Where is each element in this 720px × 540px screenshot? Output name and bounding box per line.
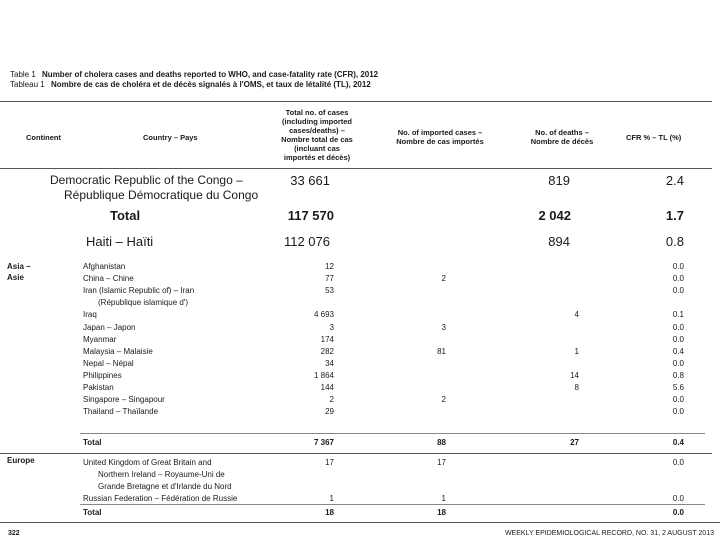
drc-name: Democratic Republic of the Congo – République Démocratique du Congo xyxy=(50,173,259,202)
drc-cfr: 2.4 xyxy=(665,173,684,188)
table-row xyxy=(0,297,720,309)
total-cases-cell: 12 xyxy=(325,262,334,271)
drc-cases: 33 661 xyxy=(290,173,330,188)
cfr-cell: 0.0 xyxy=(672,358,684,368)
total-cases-cell: 34 xyxy=(325,358,334,368)
table-caption-fr xyxy=(10,80,371,89)
cfr-cell: 0.1 xyxy=(672,310,684,320)
caption-label-fr: Tableau 1 xyxy=(10,80,45,89)
total-cases-cell: 174 xyxy=(320,334,334,344)
europe-total-label: Total xyxy=(83,508,102,517)
imported-cases-cell: 1 xyxy=(441,494,446,503)
total-cases-cell: 53 xyxy=(325,286,334,296)
deaths-cell: 4 xyxy=(574,310,579,320)
europe-total-rule xyxy=(80,504,705,505)
table-row xyxy=(0,394,720,406)
table-row xyxy=(0,358,720,370)
asia-total-label: Total xyxy=(83,438,102,447)
table-row xyxy=(0,285,720,297)
imported-cases-cell: 3 xyxy=(441,322,446,332)
header-continent: Continent xyxy=(26,133,61,142)
cfr-cell: 0.8 xyxy=(672,370,684,380)
total-cases-cell: 2 xyxy=(329,395,334,405)
grand-total-cases: 117 570 xyxy=(287,208,334,223)
cfr-cell: 0.0 xyxy=(672,322,684,332)
country-cell: Northern Ireland – Royaume-Uni de xyxy=(98,470,225,479)
grand-total-cfr: 1.7 xyxy=(665,208,684,223)
cfr-cell: 0.0 xyxy=(672,274,684,284)
imported-cases-cell: 17 xyxy=(437,458,446,467)
table-row xyxy=(0,481,720,493)
table-row xyxy=(0,322,720,334)
cfr-cell: 0.0 xyxy=(672,458,684,467)
header-rule xyxy=(0,168,712,169)
country-cell: Philippines xyxy=(83,370,122,380)
header-country: Country – Pays xyxy=(143,133,198,142)
caption-title-en: Number of cholera cases and deaths reported to WHO, and case-fatality rate (CFR), 2012 xyxy=(42,70,379,79)
table-row xyxy=(0,457,720,469)
header-deaths: No. of deaths – Nombre de décès xyxy=(530,128,594,146)
asia-total-cfr: 0.4 xyxy=(672,438,684,447)
footer-rule xyxy=(0,522,720,523)
country-cell: United Kingdom of Great Britain and xyxy=(83,458,212,467)
table-row xyxy=(0,261,720,273)
europe-total-imported: 18 xyxy=(437,508,446,517)
haiti-row xyxy=(0,234,720,249)
cfr-cell: 0.4 xyxy=(672,346,684,356)
caption-label-en: Table 1 xyxy=(10,70,36,79)
asia-total-cases: 7 367 xyxy=(313,438,334,447)
country-cell: Myanmar xyxy=(83,334,117,344)
deaths-cell: 14 xyxy=(570,370,579,380)
cfr-cell: 0.0 xyxy=(672,395,684,405)
table-row xyxy=(0,469,720,481)
country-cell: Russian Federation – Fédération de Russie xyxy=(83,494,238,503)
table-caption-en xyxy=(10,70,378,79)
imported-cases-cell: 2 xyxy=(441,274,446,284)
continent-asia: Asia – Asie xyxy=(7,262,31,282)
country-cell: Thailand – Thaïlande xyxy=(83,407,159,417)
table-row xyxy=(0,273,720,285)
imported-cases-cell: 2 xyxy=(441,395,446,405)
grand-total-label: Total xyxy=(110,208,141,223)
table-row xyxy=(0,406,720,418)
total-cases-cell: 77 xyxy=(325,274,334,284)
header-cfr: CFR % – TL (%) xyxy=(626,133,682,142)
header-total-cases: Total no. of cases (including imported cases/deaths) – Nombre total de cas (incluant cas importés et décès) xyxy=(281,108,353,162)
total-cases-cell: 282 xyxy=(320,346,334,356)
deaths-cell: 8 xyxy=(574,383,579,392)
header-imported: No. of imported cases – Nombre de cas importés xyxy=(396,128,484,146)
asia-total-deaths: 27 xyxy=(570,438,579,447)
country-cell: Singapore – Singapour xyxy=(83,395,165,405)
country-cell: Iran (Islamic Republic of) – Iran xyxy=(83,286,195,296)
haiti-name: Haiti – Haïti xyxy=(86,234,154,249)
cfr-cell: 0.0 xyxy=(672,494,684,503)
haiti-cfr: 0.8 xyxy=(665,234,684,249)
europe-total-cases: 18 xyxy=(325,508,334,517)
total-cases-cell: 144 xyxy=(320,383,334,392)
haiti-cases: 112 076 xyxy=(283,234,330,249)
total-cases-cell: 17 xyxy=(325,458,334,467)
country-cell: Grande Bretagne et d'Irlande du Nord xyxy=(98,482,232,491)
country-cell: Pakistan xyxy=(83,383,114,392)
country-cell: Malaysia – Malaisie xyxy=(83,346,153,356)
cfr-cell: 5.6 xyxy=(672,383,684,392)
total-cases-cell: 4 693 xyxy=(313,310,334,320)
cfr-cell: 0.0 xyxy=(672,407,684,417)
europe-total-cfr: 0.0 xyxy=(672,508,684,517)
deaths-cell: 1 xyxy=(574,346,579,356)
table-row xyxy=(0,370,720,382)
asia-total-rule xyxy=(80,433,705,434)
total-cases-cell: 1 xyxy=(329,494,334,503)
total-cases-cell: 1 864 xyxy=(313,370,334,380)
haiti-deaths: 894 xyxy=(548,234,570,249)
total-cases-cell: 3 xyxy=(329,322,334,332)
table-row xyxy=(0,382,720,394)
grand-total-row xyxy=(0,208,720,223)
total-cases-cell: 29 xyxy=(325,407,334,417)
journal-reference: WEEKLY EPIDEMIOLOGICAL RECORD, NO. 31, 2 AUGUST 2013 xyxy=(504,530,714,537)
cfr-cell: 0.0 xyxy=(672,286,684,296)
drc-deaths: 819 xyxy=(548,173,570,188)
asia-section-rule xyxy=(0,453,712,454)
page-number: 322 xyxy=(8,530,20,537)
grand-total-deaths: 2 042 xyxy=(538,208,571,223)
country-cell: Nepal – Népal xyxy=(83,358,134,368)
table-row xyxy=(0,309,720,321)
caption-title-fr: Nombre de cas de choléra et de décès signalés à l'OMS, et taux de létalité (TL), 2012 xyxy=(50,80,371,89)
continent-europe: Europe xyxy=(7,456,35,465)
imported-cases-cell: 81 xyxy=(437,346,446,356)
country-cell: Iraq xyxy=(83,310,97,320)
table-row xyxy=(0,346,720,358)
asia-total-row xyxy=(0,437,720,449)
asia-total-imported: 88 xyxy=(437,438,446,447)
country-cell: (République islamique d') xyxy=(98,298,189,308)
caption-rule xyxy=(0,101,712,102)
table-row xyxy=(0,334,720,346)
country-cell: China – Chine xyxy=(83,274,134,284)
cfr-cell: 0.0 xyxy=(672,334,684,344)
country-cell: Japan – Japon xyxy=(83,322,136,332)
europe-total-row xyxy=(0,507,720,519)
cfr-cell: 0.0 xyxy=(672,262,684,271)
country-cell: Afghanistan xyxy=(83,262,126,271)
